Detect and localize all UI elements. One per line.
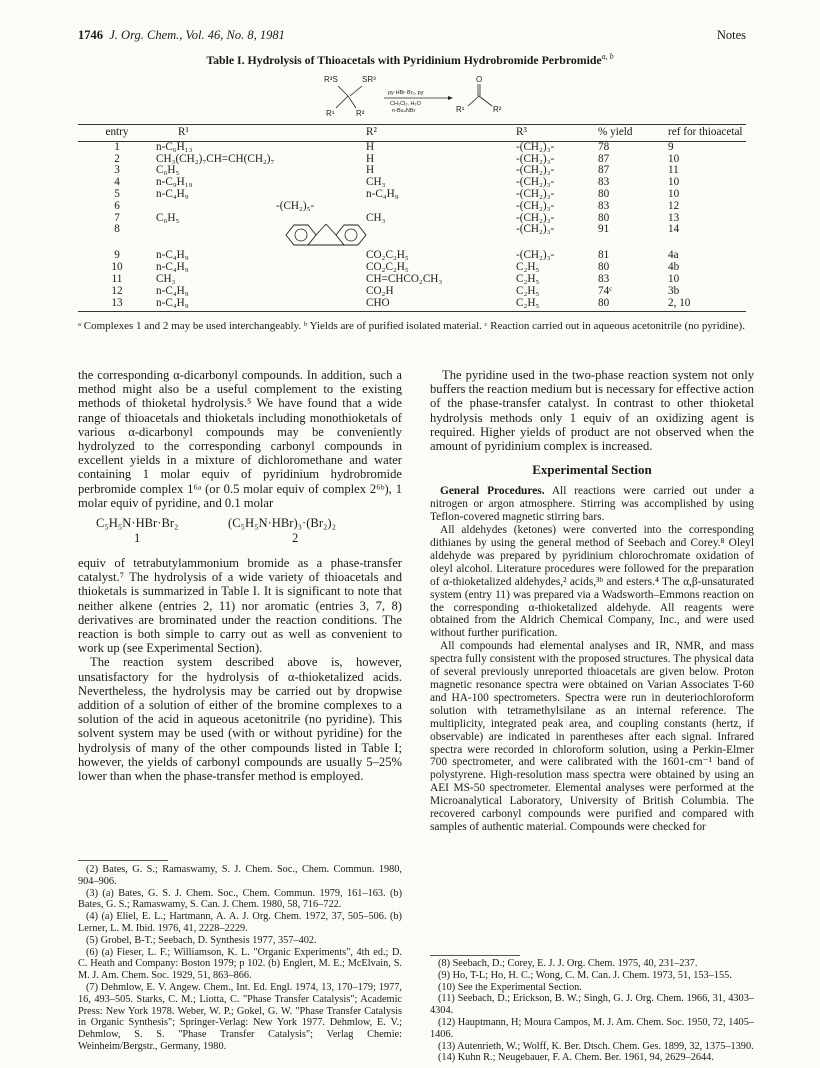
scheme-arrowhead	[448, 96, 453, 100]
reference-item: (8) Seebach, D.; Corey, E. J. J. Org. Chem. 1975, 40, 231–237.	[438, 958, 698, 969]
scheme-r1: R¹	[326, 109, 335, 118]
formula-complex-2: (C₅H₅N·HBr)₃·(Br₂)₂	[228, 516, 336, 531]
table-row: 2 CH₃(CH₂)₇CH=CH(CH₂)₇ H -(CH₂)₃- 87 10	[114, 152, 680, 165]
table-row: 4 n-C₉H₁₉ CH₃ -(CH₂)₃- 83 10	[114, 176, 680, 189]
table-row: 8 -(CH₂)₃- 91 14	[78, 224, 746, 250]
scheme-r2: R²	[356, 109, 365, 118]
col-header-entry: entry	[78, 125, 156, 142]
formula-number-1: 1	[134, 531, 141, 546]
body-paragraph: the corresponding α-dicarbonyl compounds. In addition, such a method might also be a useful complement to the existing methods of thioketal hydrolysis.⁵ We have found that a wide range of thioacetals and thioketals including monothioketals of various α-dicarbonyl compounds may be conveniently hydrolyzed to the corresponding carbonyl compounds in excellent yields in a mixture of dichloromethane and water containing 1 molar equiv of pyridinium hydrobromide perbromide complex 1⁶ᵃ (or 0.5 molar equiv of complex 2⁶ᵇ), 1 molar equiv of pyridine, and 0.1 molar	[78, 368, 402, 510]
scheme-bond	[338, 86, 348, 96]
table-row: 1 n-C₆H₁₃ H -(CH₂)₃- 78 9	[114, 140, 674, 153]
reference-item: (9) Ho, T-L; Ho, H. C.; Wong, C. M. Can. J. Chem. 1973, 51, 153–155.	[438, 969, 732, 981]
scheme-sr3-left: R³S	[324, 75, 338, 84]
table-row: 9 n-C₄H₉ CO₂C₂H₅ -(CH₂)₃- 81 4a	[114, 249, 679, 262]
reference-item: (7) Dehmlow, E. V. Angew. Chem., Int. Ed. Engl. 1974, 13, 170–179; 1977, 16, 493–505. Starks, C. M.; Liotta, C. "Phase Transfer Catalysis"; Academic Press: New York 1978. Weber, W. P.; Gokel, G. W. "Phase Transfer Catalysis in Organic Synthesis"; Springer-Verlag: New York 1977. Dehmlow, E. V.; Dehmlow, S. S. "Phase Transfer Catalysis"; Verlag Chemie: Weinheim/Bergstr., Germany, 1980.	[78, 981, 402, 1052]
table-row: 3 C₆H₅ H -(CH₂)₃- 87 11	[114, 164, 679, 177]
reference-item: (13) Autenrieth, W.; Wolff, K. Ber. Dtsch. Chem. Ges. 1899, 32, 1375–1390.	[438, 1040, 754, 1052]
body-paragraph: All aldehydes (ketones) were converted into the corresponding dithianes by using the general method of Seebach and Corey.⁸ Oleyl aldehyde was prepared by pyridinium chlorochromate oxidation of oleyl alcohol. Literature procedures were followed for the preparation of α-thioketalized aldehydes,² acids,³ᵇ and esters.⁴ The α,β-unsaturated system (entry 11) was prepared via a Wadsworth–Emmons reaction on the corresponding α-thioketalized aldehyde. All reagents were obtained from the Aldrich Chemical Company, Inc., and were used without further purification.	[430, 524, 754, 640]
table-title-footnote-marks: a, b	[601, 52, 614, 61]
scheme-product-r2: R²	[493, 105, 502, 114]
body-paragraph: All compounds had elemental analyses and IR, NMR, and mass spectra fully consistent with the proposed structures. The physical data of several previously unreported thioacetals are given below. Proton magnetic resonance spectra were obtained on Varian Associates T-60 and HA-100 spectrometers. Spectra were run in deuteriochloroform solution with tetramethylsilane as an internal reference. The multiplicity, integrated peak area, and coupling constants (hertz, if observable) are indicated in parentheses after each signal. Infrared spectra were recorded in chloroform solution, using a Perkin-Elmer 700 spectrometer, and were calibrated with the 1601-cm⁻¹ band of polystyrene. High-resolution mass spectra were obtained by using an AEI MS-50 spectrometer. Elemental analyses were performed at the Microanalytical Laboratory, University of British Columbia. The recovered carbonyl compounds were purified and compared with samples of authentic material. Compounds were checked for	[430, 640, 754, 833]
table-row: 5 n-C₄H₉ n-C₄H₉ -(CH₂)₃- 80 10	[114, 187, 680, 200]
scheme-reagent-1: py·HBr·Br₂, py	[388, 90, 424, 96]
reference-item: (10) See the Experimental Section.	[438, 981, 582, 993]
table-row: 12 n-C₄H₉ CO₂H C₂H₅ 74ᶜ 3b	[111, 284, 680, 297]
data-table-container	[78, 124, 746, 312]
scheme-product-r1: R¹	[456, 105, 465, 114]
run-in-heading: General Procedures.	[440, 485, 545, 498]
col-header-yield: % yield	[598, 125, 668, 142]
table-title: Table I. Hydrolysis of Thioacetals with Pyridinium Hydrobromide Perbromide$^{a, b}$	[206, 52, 614, 67]
section-heading: Experimental Section	[532, 462, 652, 478]
table-header-row	[78, 125, 746, 142]
data-table	[78, 124, 746, 312]
scheme-bond	[336, 96, 348, 108]
body-paragraph: General Procedures. All reactions were carried out under a nitrogen or argon atmosphere. Stirring was accomplished by using Teflon-covered magnetic stirring bars.	[430, 485, 755, 524]
reference-item: (11) Seebach, D.; Erickson, B. W.; Singh, G. J. Org. Chem. 1966, 31, 4303–4304.	[430, 993, 754, 1017]
reference-item: (12) Hauptmann, H; Moura Campos, M. J. Am. Chem. Soc. 1950, 72, 1405–1406.	[430, 1016, 754, 1040]
table-footnotes: ᵃ Complexes 1 and 2 may be used interchangeably. ᵇ Yields are of purified isolated material. ᶜ Reaction carried out in aqueous acetonitrile (no pyridine).	[78, 320, 745, 332]
references-right	[430, 958, 754, 1064]
scheme-reagent-2: CH₂Cl₂, H₂O	[390, 101, 421, 107]
reference-item: (2) Bates, G. S.; Ramaswamy, S. J. Chem. Soc., Chem. Commun. 1980, 904–906.	[78, 864, 402, 887]
complex-formulas	[78, 516, 402, 552]
reference-item: (14) Kuhn R.; Neugebauer, F. A. Chem. Ber. 1961, 94, 2629–2644.	[438, 1052, 714, 1064]
col-header-r1: R¹	[156, 125, 366, 142]
table-row: 10 n-C₄H₉ CO₂C₂H₅ C₂H₅ 80 4b	[111, 261, 680, 274]
reference-item: (6) (a) Fieser, L. F.; Williamson, K. L. "Organic Experiments", 4th ed.; D. C. Heath and Company: Boston 1979; p 102. (b) Englert, M. E.; McElvain, S. M. J. Am. Chem. Soc. 1929, 51, 863–866.	[78, 946, 402, 982]
table-row: 7 C₆H₅ CH₃ -(CH₂)₃- 80 13	[114, 211, 680, 224]
scheme-bond	[348, 96, 356, 108]
col-header-r3: R³	[516, 125, 598, 142]
scheme-bond	[479, 96, 492, 106]
formula-complex-1: C₅H₅N·HBr·Br₂	[96, 516, 179, 531]
reaction-scheme	[300, 70, 540, 120]
table-row: 13 n-C₄H₉ CHO C₂H₅ 80 2, 10	[78, 298, 746, 312]
reference-item: (3) (a) Bates, G. S. J. Chem. Soc., Chem. Commun. 1979, 161–163. (b) Bates, G. S.; Ramaswamy, S. Can. J. Chem. 1980, 58, 716–722.	[78, 887, 402, 911]
body-paragraph: The reaction system described above is, however, unsatisfactory for the hydrolysis of α-thioketalized acids. Nevertheless, the hydrolysis may be carried out by dropwise addition of a solution of either of the bromine complexes to a solution of the acid in aqueous acetonitrile (no pyridine). This solvent system may be used (with or without pyridine) for the hydrolysis of many of the other compounds listed in Table I; however, the yields of carbonyl compounds are usually 5–25% lower than when the phase-transfer method is employed.	[78, 655, 402, 784]
scheme-bond	[468, 96, 479, 106]
table-row: 11 CH₃ CH=CHCO₂CH₃ C₂H₅ 83 10	[111, 272, 680, 285]
references-left	[78, 864, 402, 1053]
scheme-bond	[350, 86, 362, 96]
reference-item: (4) (a) Eliel, E. L.; Hartmann, A. A. J. Org. Chem. 1972, 37, 505–506. (b) Lerner, L. M. Ibid. 1976, 41, 2228–2229.	[78, 911, 402, 934]
fluorenylidene-structure-icon	[276, 220, 386, 250]
page-number: 1746	[78, 28, 103, 42]
table-row: 6 -(CH₂)₅- -(CH₂)₃- 83 12	[114, 199, 680, 212]
right-column	[430, 368, 754, 834]
scheme-sr3-right: SR³	[362, 75, 376, 84]
left-column	[78, 368, 402, 783]
col-header-ref: ref for thioacetal	[668, 125, 746, 142]
running-head	[78, 28, 746, 48]
footnote-divider	[430, 955, 520, 956]
journal-citation: J. Org. Chem., Vol. 46, No. 8, 1981	[109, 28, 285, 42]
section-label: Notes	[716, 28, 746, 42]
experimental-text	[430, 485, 754, 833]
footnote-divider	[78, 860, 168, 861]
formula-number-2: 2	[292, 531, 299, 546]
scheme-reagent-3: n-Bu₄NBr	[392, 108, 416, 114]
col-header-r2: R²	[366, 125, 516, 142]
scheme-product-oxygen: O	[476, 75, 483, 84]
body-paragraph: equiv of tetrabutylammonium bromide as a phase-transfer catalyst.⁷ The hydrolysis of a wide variety of thioacetals and thioketals is summarized in Table I. It is significant to note that neither alkene (entries 2, 11) nor aromatic (entries 3, 7, 8) derivatives are brominated under the reaction conditions. The reaction is both simple to carry out as well as convenient to work up (see Experimental Section).	[78, 556, 402, 656]
body-paragraph: The pyridine used in the two-phase reaction system not only buffers the reaction medium but is necessary for effective action of the phase-transfer catalyst. In contrast to other thioketal hydrolysis methods only 1 equiv of an oxidizing agent is required. Higher yields of product are not observed when the amount of pyridinium complex is increased.	[430, 368, 754, 454]
reference-item: (5) Grobel, B-T.; Seebach, D. Synthesis 1977, 357–402.	[86, 934, 317, 946]
